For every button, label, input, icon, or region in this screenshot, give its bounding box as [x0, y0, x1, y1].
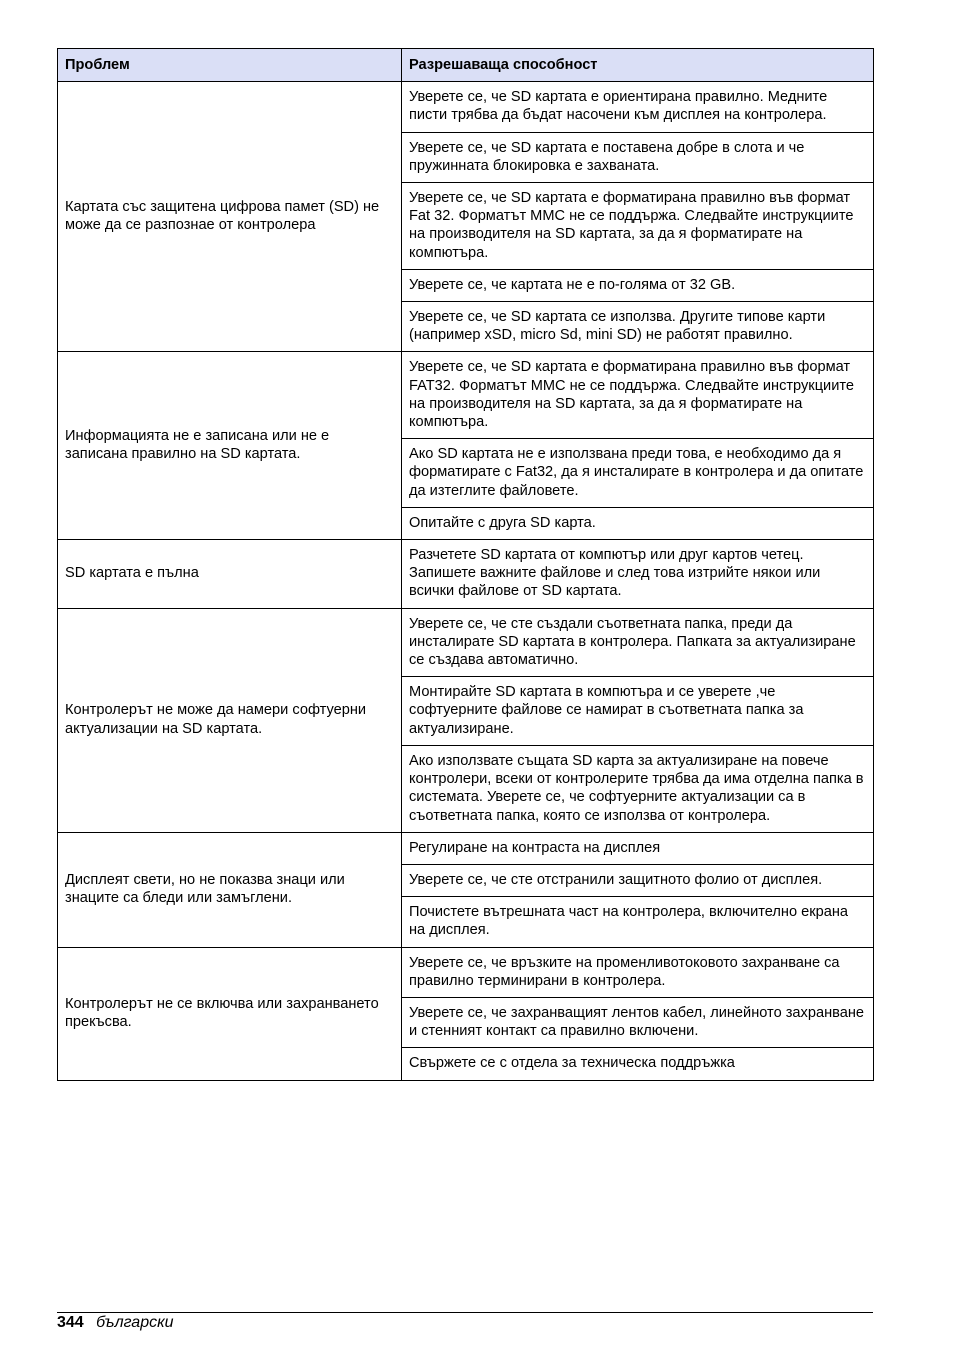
table-row — [58, 832, 874, 864]
solution-cell: Уверете се, че картата не е по-голяма от 32 GB. — [402, 269, 874, 301]
troubleshooting-table — [57, 48, 874, 1081]
column-header-solution: Разрешаваща способност — [402, 49, 874, 82]
table-row — [58, 608, 874, 677]
solution-cell: Уверете се, че захранващият лентов кабел, линейното захранване и стенният контакт са правилно включени. — [402, 997, 874, 1047]
table-row — [58, 82, 874, 132]
problem-cell: Картата със защитена цифрова памет (SD) не може да се разпознае от контролера — [58, 82, 402, 352]
page-footer — [57, 1313, 174, 1333]
table-header-row — [58, 49, 874, 82]
column-header-problem: Проблем — [58, 49, 402, 82]
solution-cell: Почистете вътрешната част на контролера, включително екрана на дисплея. — [402, 897, 874, 947]
problem-cell: Контролерът не може да намери софтуерни актуализации на SD картата. — [58, 608, 402, 832]
solution-cell: Ако използвате същата SD карта за актуализиране на повече контролери, всеки от контролерите трябва да има отделна папка в системата. Уверете се, че софтуерните актуализации са в съответната папка, която се използва от контролера. — [402, 745, 874, 832]
solution-cell: Регулиране на контраста на дисплея — [402, 832, 874, 864]
solution-cell: Разчетете SD картата от компютър или друг картов четец. Запишете важните файлове и след това изтрийте някои или всички файлове от SD картата. — [402, 540, 874, 609]
solution-cell: Уверете се, че SD картата е ориентирана правилно. Медните писти трябва да бъдат насочени към дисплея на контролера. — [402, 82, 874, 132]
solution-cell: Уверете се, че SD картата се използва. Другите типове карти (например xSD, micro Sd, mini SD) не работят правилно. — [402, 302, 874, 352]
table-row — [58, 352, 874, 439]
problem-cell: SD картата е пълна — [58, 540, 402, 609]
problem-cell: Дисплеят свети, но не показва знаци или знаците са бледи или замъглени. — [58, 832, 402, 947]
problem-cell: Информацията не е записана или не е записана правилно на SD картата. — [58, 352, 402, 540]
solution-cell: Уверете се, че сте създали съответната папка, преди да инсталирате SD картата в контролера. Папката за актуализиране се създава автоматично. — [402, 608, 874, 677]
solution-cell: Ако SD картата не е използвана преди това, е необходимо да я форматирате с Fat32, да я инсталирате в контролера и да опитате да изтеглите файловете. — [402, 439, 874, 508]
table-row — [58, 540, 874, 609]
problem-cell: Контролерът не се включва или захранването прекъсва. — [58, 947, 402, 1080]
solution-cell: Свържете се с отдела за техническа поддръжка — [402, 1048, 874, 1080]
solution-cell: Уверете се, че връзките на променливотоковото захранване са правилно терминирани в контролера. — [402, 947, 874, 997]
page-number: 344 — [57, 1314, 84, 1331]
table-row — [58, 947, 874, 997]
solution-cell: Опитайте с друга SD карта. — [402, 507, 874, 539]
solution-cell: Монтирайте SD картата в компютъра и се уверете ,че софтуерните файлове се намират в съответната папка за актуализиране. — [402, 677, 874, 746]
solution-cell: Уверете се, че сте отстранили защитното фолио от дисплея. — [402, 864, 874, 896]
footer-language: български — [96, 1314, 174, 1331]
footer-divider — [57, 1312, 873, 1313]
solution-cell: Уверете се, че SD картата е поставена добре в слота и че пружинната блокировка е захваната. — [402, 132, 874, 182]
solution-cell: Уверете се, че SD картата е форматирана правилно във формат FAT32. Форматът MMC не се поддържа. Следвайте инструкциите на производителя на SD картата, за да я форматирате на компютъра. — [402, 352, 874, 439]
solution-cell: Уверете се, че SD картата е форматирана правилно във формат Fat 32. Форматът MMC не се поддържа. Следвайте инструкциите на производителя на SD картата, за да я форматирате на компютъра. — [402, 183, 874, 270]
